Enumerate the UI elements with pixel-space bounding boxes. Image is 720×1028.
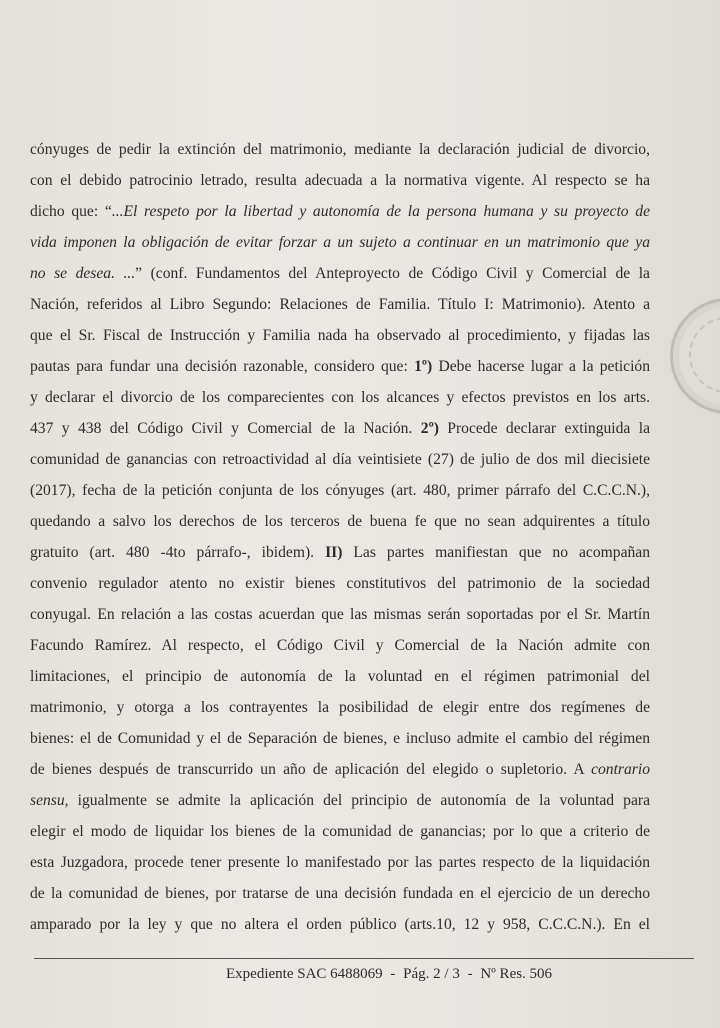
- text-segment: cónyuges de pedir la extinción del matrimonio, mediante la declaración judicial de divorcio,: [30, 141, 650, 158]
- body-line: [30, 785, 650, 816]
- text-segment: conyugal. En relación a las costas acuerdan que las mismas serán soportadas por el Sr. Martín: [30, 606, 650, 623]
- bold-segment: 2º): [420, 420, 439, 437]
- body-line: [30, 258, 650, 289]
- text-segment: de la comunidad de bienes, por tratarse de una decisión fundada en el ejercicio de un derecho: [30, 885, 650, 902]
- body-line: [30, 878, 650, 909]
- body-line: [30, 413, 650, 444]
- text-segment: con el debido patrocinio letrado, resulta adecuada a la normativa vigente. Al respecto se ha: [30, 172, 650, 189]
- text-segment: convenio regulador atento no existir bienes constitutivos del patrimonio de la sociedad: [30, 575, 650, 592]
- italic-segment: no se desea. ...: [30, 265, 136, 282]
- text-segment: Las partes manifiestan que no acompañan: [342, 544, 651, 561]
- footer-separator: -: [467, 966, 473, 982]
- text-segment: , igualmente se admite la aplicación del principio de autonomía de la voluntad para: [64, 792, 650, 809]
- body-line: [30, 165, 650, 196]
- text-segment: gratuito (art. 480 -4to párrafo-, ibidem).: [30, 544, 326, 561]
- text-segment: y declarar el divorcio de los comparecientes con los alcances y efectos previstos en los arts.: [30, 389, 650, 406]
- body-line: [30, 692, 650, 723]
- resolution-body-text: [30, 134, 650, 940]
- body-line: [30, 227, 650, 258]
- body-line: [30, 537, 650, 568]
- footer-resolution-number: Nº Res. 506: [480, 966, 553, 982]
- text-segment: (2017), fecha de la petición conjunta de los cónyuges (art. 480, primer párrafo del C.C.C.N.),: [30, 482, 650, 499]
- body-line: [30, 568, 650, 599]
- body-line: [30, 320, 650, 351]
- body-line: [30, 909, 650, 940]
- text-segment: Facundo Ramírez. Al respecto, el Código Civil y Comercial de la Nación admite con: [30, 637, 650, 654]
- body-line: [30, 382, 650, 413]
- footer-page-number: Pág. 2 / 3: [403, 966, 460, 982]
- body-line: [30, 661, 650, 692]
- text-segment: pautas para fundar una decisión razonable, considero que:: [30, 358, 415, 375]
- body-line: [30, 847, 650, 878]
- body-line: [30, 816, 650, 847]
- italic-segment: ...El respeto por la libertad y autonomía de la persona humana y su proyecto de: [111, 203, 651, 220]
- body-line: [30, 630, 650, 661]
- text-segment: ” (conf. Fundamentos del Anteproyecto de Código Civil y Comercial de la: [135, 265, 650, 282]
- body-line: [30, 723, 650, 754]
- text-segment: dicho que: “: [30, 203, 112, 220]
- text-segment: 437 y 438 del Código Civil y Comercial de la Nación.: [30, 420, 421, 437]
- body-line: [30, 351, 650, 382]
- footer-expediente: Expediente SAC 6488069: [226, 966, 383, 982]
- italic-segment: contrario: [591, 761, 650, 778]
- page-footer: [226, 966, 556, 983]
- text-segment: esta Juzgadora, procede tener presente lo manifestado por las partes respecto de la liquidación: [30, 854, 650, 871]
- text-segment: que el Sr. Fiscal de Instrucción y Familia nada ha observado al procedimiento, y fijadas las: [30, 327, 650, 344]
- body-line: [30, 475, 650, 506]
- text-segment: matrimonio, y otorga a los contrayentes la posibilidad de elegir entre dos regímenes de: [30, 699, 650, 716]
- text-segment: limitaciones, el principio de autonomía de la voluntad en el régimen patrimonial del: [30, 668, 650, 685]
- italic-segment: sensu: [30, 792, 65, 809]
- body-line: [30, 754, 650, 785]
- official-seal-stamp: [670, 298, 720, 414]
- text-segment: Debe hacerse lugar a la petición: [432, 358, 650, 375]
- body-line: [30, 289, 650, 320]
- text-segment: amparado por la ley y que no altera el orden público (arts.10, 12 y 958, C.C.C.N.). En el: [30, 916, 650, 933]
- body-line: [30, 599, 650, 630]
- text-segment: elegir el modo de liquidar los bienes de la comunidad de ganancias; por lo que a criterio de: [30, 823, 650, 840]
- text-segment: bienes: el de Comunidad y el de Separación de bienes, e incluso admite el cambio del régimen: [30, 730, 650, 747]
- bold-segment: II): [325, 544, 343, 561]
- body-line: [30, 196, 650, 227]
- text-segment: comunidad de ganancias con retroactividad al día veintisiete (27) de julio de dos mil diecisiete: [30, 451, 650, 468]
- italic-segment: vida imponen la obligación de evitar forzar a un sujeto a continuar en un matrimonio que ya: [30, 234, 650, 251]
- footer-rule: [34, 958, 694, 959]
- body-line: [30, 506, 650, 537]
- body-line: [30, 134, 650, 165]
- text-segment: Procede declarar extinguida la: [438, 420, 650, 437]
- body-line: [30, 444, 650, 475]
- footer-separator: -: [390, 966, 396, 982]
- text-segment: de bienes después de transcurrido un año de aplicación del elegido o supletorio. A: [30, 761, 592, 778]
- text-segment: quedando a salvo los derechos de los terceros de buena fe que no sean adquirentes a título: [30, 513, 650, 530]
- seal-inner-ring: [689, 317, 720, 393]
- bold-segment: 1º): [414, 358, 433, 375]
- text-segment: Nación, referidos al Libro Segundo: Relaciones de Familia. Título I: Matrimonio). Atento a: [30, 296, 650, 313]
